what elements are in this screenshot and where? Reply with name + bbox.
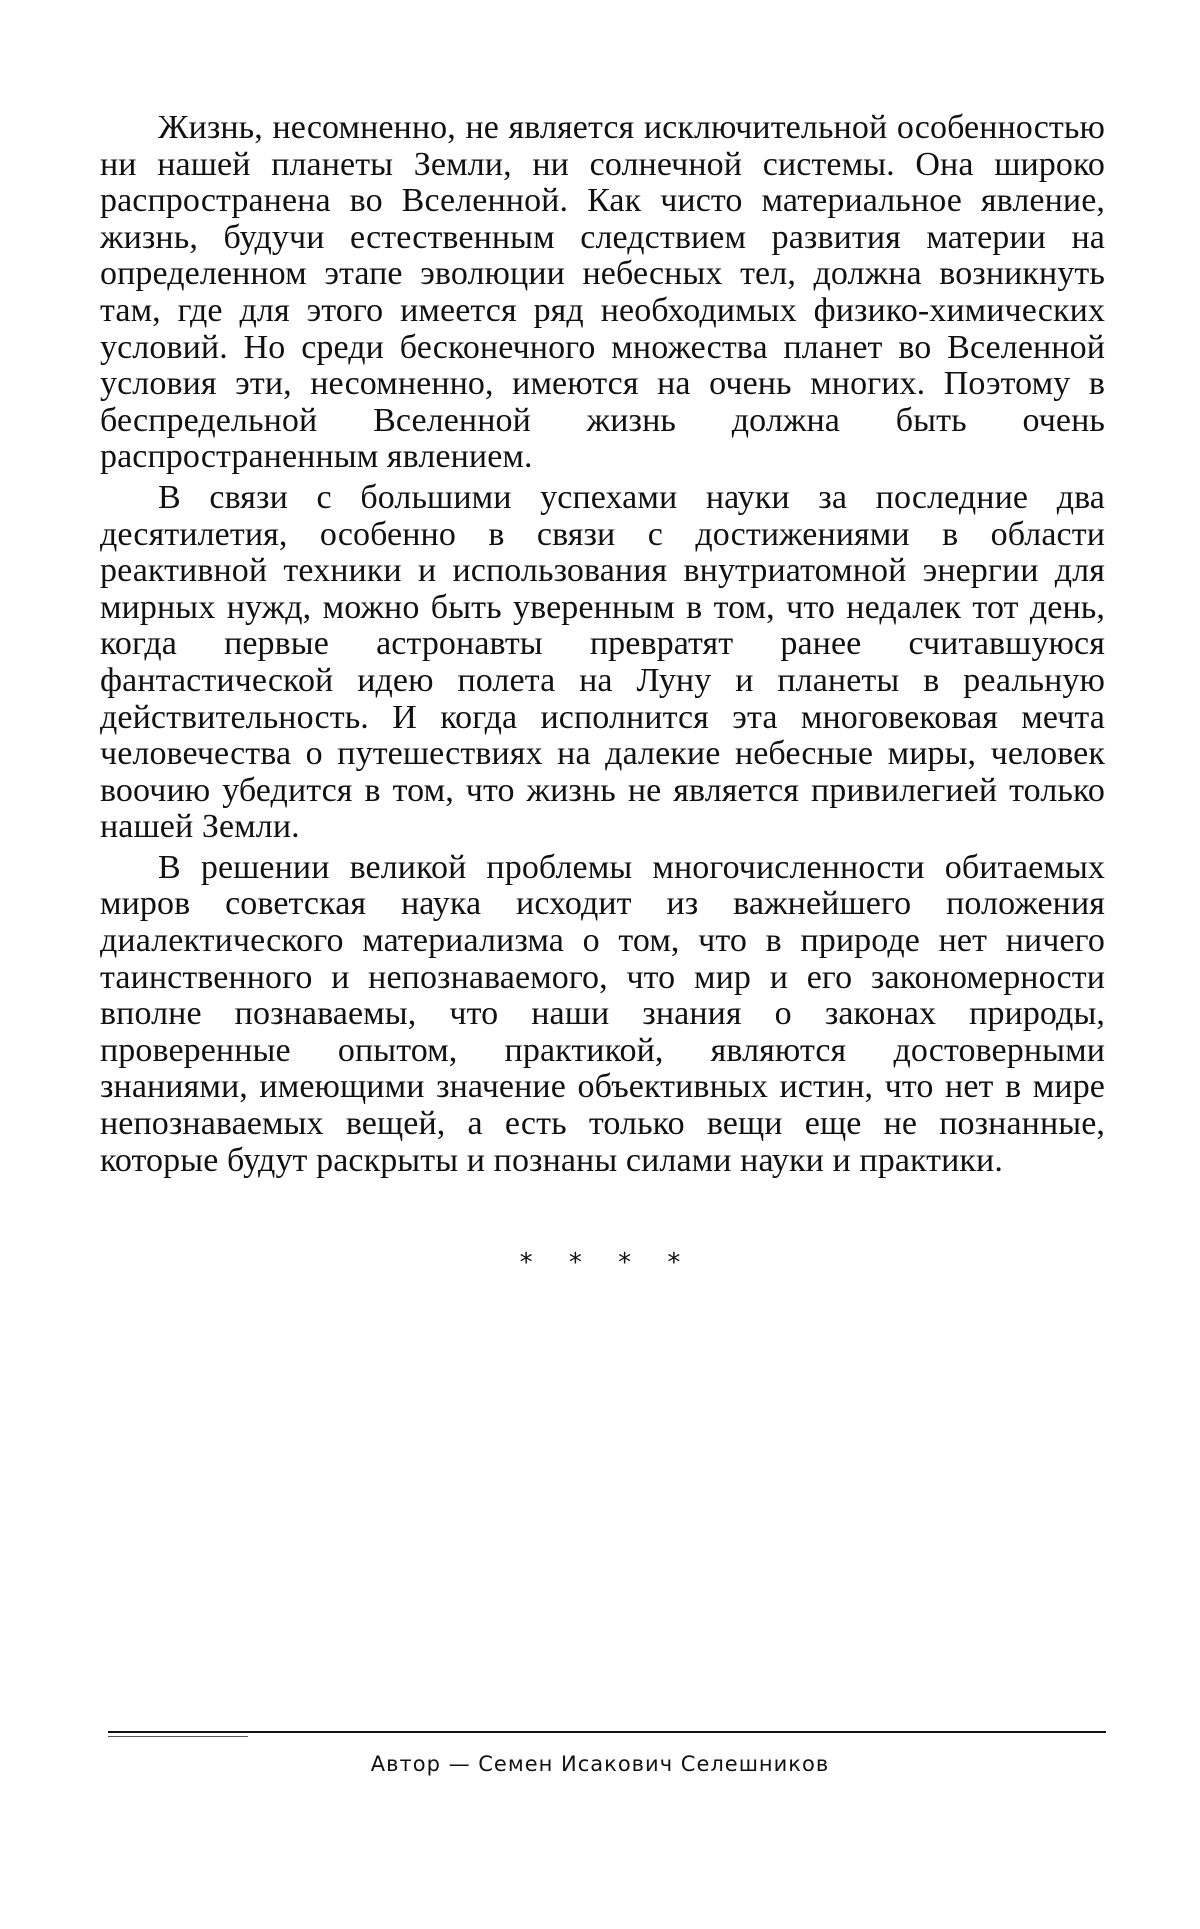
paragraph-2: В связи с большими успехами науки за последние два десятилетия, особенно в связи с достижениями в области реактивной техники и использования внутриатомной энергии для мирных нужд, можно быть уверенным в том, что недалек тот день, когда первые астронавты превратят ранее считавшуюся фантастической идею полета на Луну и планеты в реальную действительность. И когда исполнится эта многовековая мечта человечества о путешествиях на далекие небесные миры, человек воочию убедится в том, что жизнь не является привилегией только нашей Земли. [100, 480, 1105, 846]
footer-rule [108, 1731, 1106, 1733]
footer-rule-secondary [108, 1736, 248, 1737]
author-credit: Автор — Семен Исакович Селешников [0, 1752, 1200, 1776]
paragraph-3: В решении великой проблемы многочисленности обитаемых миров советская наука исходит из важнейшего положения диалектического материализма о том, что в природе нет ничего таинственного и непознаваемого, что мир и его закономерности вполне познаваемы, что наши знания о законах природы, проверенные опытом, практикой, являются достоверными знаниями, имеющими значение объективных истин, что нет в мире непознаваемых вещей, а есть только вещи еще не познанные, которые будут раскрыты и познаны силами науки и практики. [100, 850, 1105, 1179]
document-page [0, 0, 1200, 1929]
section-separator: * * * * [0, 1248, 1200, 1278]
paragraph-1: Жизнь, несомненно, не является исключительной особенностью ни нашей планеты Земли, ни солнечной системы. Она широко распространена во Вселенной. Как чисто материальное явление, жизнь, будучи естественным следствием развития материи на определенном этапе эволюции небесных тел, должна возникнуть там, где для этого имеется ряд необходимых физико-химических условий. Но среди бесконечного множества планет во Вселенной условия эти, несомненно, имеются на очень многих. Поэтому в беспредельной Вселенной жизнь должна быть очень распространенным явлением. [100, 110, 1105, 476]
body-text [100, 110, 1105, 1183]
